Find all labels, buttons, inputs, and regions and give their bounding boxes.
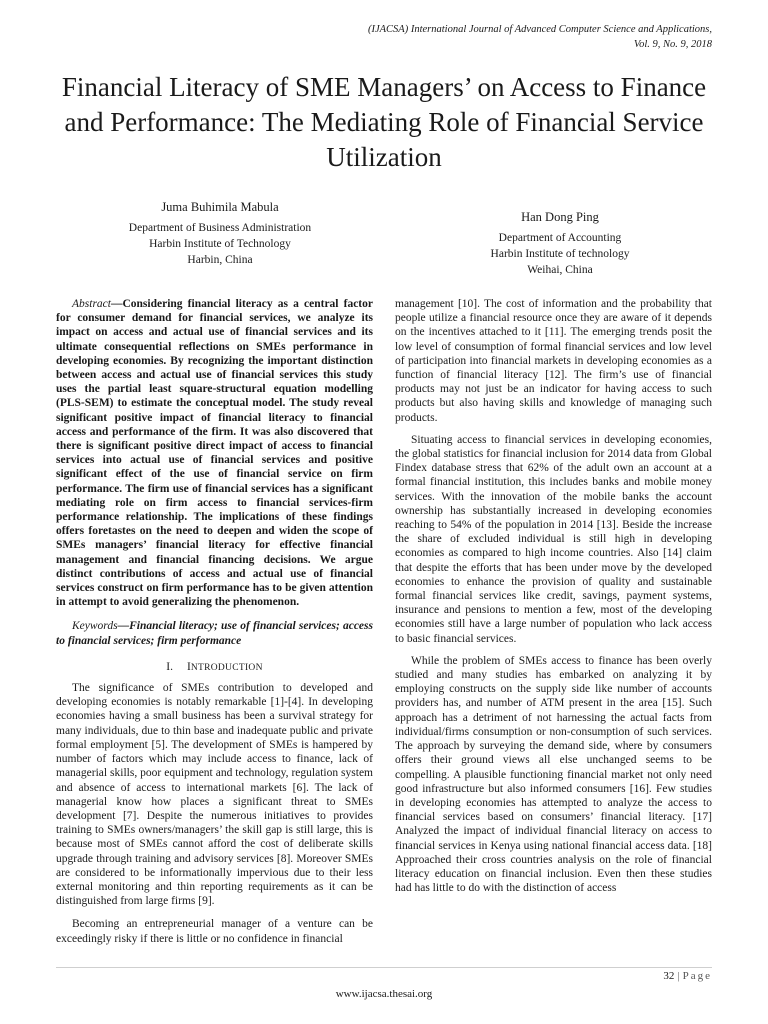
- paragraph-intro-2: Becoming an entrepreneurial manager of a venture can be exceedingly risky if there is little or no confidence in financial: [56, 918, 373, 945]
- author-block-1: [90, 199, 350, 268]
- keywords-text: —Financial literacy; use of financial services; access to financial services; firm performance: [56, 620, 373, 647]
- footer-divider: [56, 967, 712, 968]
- author-institution: Harbin Institute of technology: [490, 248, 630, 260]
- section-title-initial: I: [186, 660, 191, 673]
- page-number-separator: |: [677, 970, 680, 982]
- journal-header: [292, 22, 712, 52]
- author-name: Han Dong Ping: [521, 210, 599, 224]
- paragraph-problem-statement: While the problem of SMEs access to finance has been overly studied and many studies has embarked on analyzing it by employing constructs on the supply side like number of accounts providers has, and number of ATM present in the area [15]. Such approach has a detriment of not harnessing the actual facts from individual/firms consumption or non-consumption of such services. The approach by surveying the demand side, where by consumers offers their ground views all else unchanged seems to be compelling. A plausible functioning financial market not only need good infrastructure but also informed consumers [16]. Few studies in developing economies has attempted to analyze the access to financial services based on consumers’ financial literacy. [17] Analyzed the impact of individual financial literacy on access to financial services in Kenya using national financial access data. [18] Approached their cross countries analysis on the role of financial literacy education on financial inclusion. Even then these studies had has little to do with the distinction of access: [395, 654, 712, 895]
- abstract-label: Abstract: [72, 298, 111, 310]
- page-number: [663, 970, 712, 982]
- paragraph-intro-1: The significance of SMEs contribution to developed and developing economies is notably remarkable [1]-[4]. In developing economies having a small business has been a survival strategy for many individuals, due to thin base and inadequate public and private formal employment [5]. The development of SMEs is hampered by number of factors which may include access to finance, lack of managerial skills, poor equipment and technology, regulation system and absence of access to international markets [6]. The lack of managerial know how places a significant threat to SMEs development [7]. Despite the numerous initiatives to provides training to SMEs owners/managers’ the skill gap is still large, this is because most of SMEs cannot afford the cost of deliberate skills upgrade through training and advisory services [8]. Moreover SMEs are considered to be informationally impervious due to their less external monitoring and thin reporting requirements as it can be distinguished from large firms [9].: [56, 682, 373, 908]
- author-location: Weihai, China: [527, 264, 593, 276]
- left-column: [56, 297, 373, 954]
- journal-volume: Vol. 9, No. 9, 2018: [633, 39, 712, 50]
- keywords: [56, 619, 373, 647]
- section-number: I.: [166, 660, 173, 673]
- right-column: [395, 297, 712, 903]
- author-location: Harbin, China: [187, 254, 253, 266]
- paragraph-access-statistics: Situating access to financial services in developing economies, the global statistics for financial inclusion for 2014 data from Global Findex database stress that 62% of the adult own an account at a formal financial institution, this includes banks and mobile money services. With the innovation of the mobile banks the account ownership has substantially increased in developing economies reaching to 54% of the population in 2014 [13]. Beside the increase the share of excluded individual is still high in developing economies as compared to high income countries. Also [14] claim that despite the efforts that has been under move by the developed economies to enhance the provision of quality and sustainable formal financial services like credit, savings, payment systems, insurance and pensions to mention a few, most of the developing economies still have a large number of population who lack access to basic financial services.: [395, 433, 712, 645]
- author-department: Department of Business Administration: [128, 222, 312, 234]
- abstract: [56, 297, 373, 609]
- paragraph-continued: management [10]. The cost of information and the probability that people utilize a financial resource once they are aware of it depends on the incentives attached to it [11]. The emerging trends posit the low level of consumption of formal financial services and low level of participation into financial markets in developing economies as a function of financial literacy [12]. The firm’s use of financial products may not just be an indicator for having access to such products but also having skills and knowledge of managing such products.: [395, 298, 712, 424]
- author-name: Juma Buhimila Mabula: [161, 200, 279, 214]
- abstract-text: —Considering financial literacy as a central factor for consumer demand for financial services, we analyze its impact on access and actual use of financial services and its ultimate consequential reflections on SMEs performance in developing economies. By recognizing the important distinction between access and actual use of financial services this study uses the partial least square-structural equation modelling (PLS-SEM) to estimate the conceptual model. The study reveal significant positive impact of financial literacy to financial access and performance of the firm. It was also discovered that there is significant positive direct impact of access to financial services into actual use of financial services and positive significant effect of the use of financial service on firm performance. The firm use of financial services has a significant mediating role on firm access to financial services-firm performance relationship. The implications of these findings offers foretastes on the need to deepen and widen the scope of SMEs managers’ financial literacy for effective financial management and financial financing decisions. We argue distinct contributions of access and actual use of financial services construct on firm performance has to be given attention in attempt to avoid generalizing the phenomenon.: [56, 298, 373, 609]
- author-block-2: [430, 209, 690, 278]
- author-institution: Harbin Institute of Technology: [149, 238, 291, 250]
- page-label: Page: [682, 970, 712, 982]
- journal-website-link[interactable]: www.ijacsa.thesai.org: [335, 988, 433, 1000]
- section-title-rest: NTRODUCTION: [190, 662, 263, 673]
- author-department: Department of Accounting: [498, 232, 622, 244]
- section-heading-introduction: [56, 660, 373, 675]
- paper-title: Financial Literacy of SME Managers’ on Access to Finance and Performance: The Mediating Role of Financial Service Utilization: [61, 72, 707, 172]
- keywords-label: Keywords: [72, 620, 118, 633]
- page-number-value: 32: [663, 970, 675, 982]
- journal-name: (IJACSA) International Journal of Advanced Computer Science and Applications,: [367, 24, 712, 35]
